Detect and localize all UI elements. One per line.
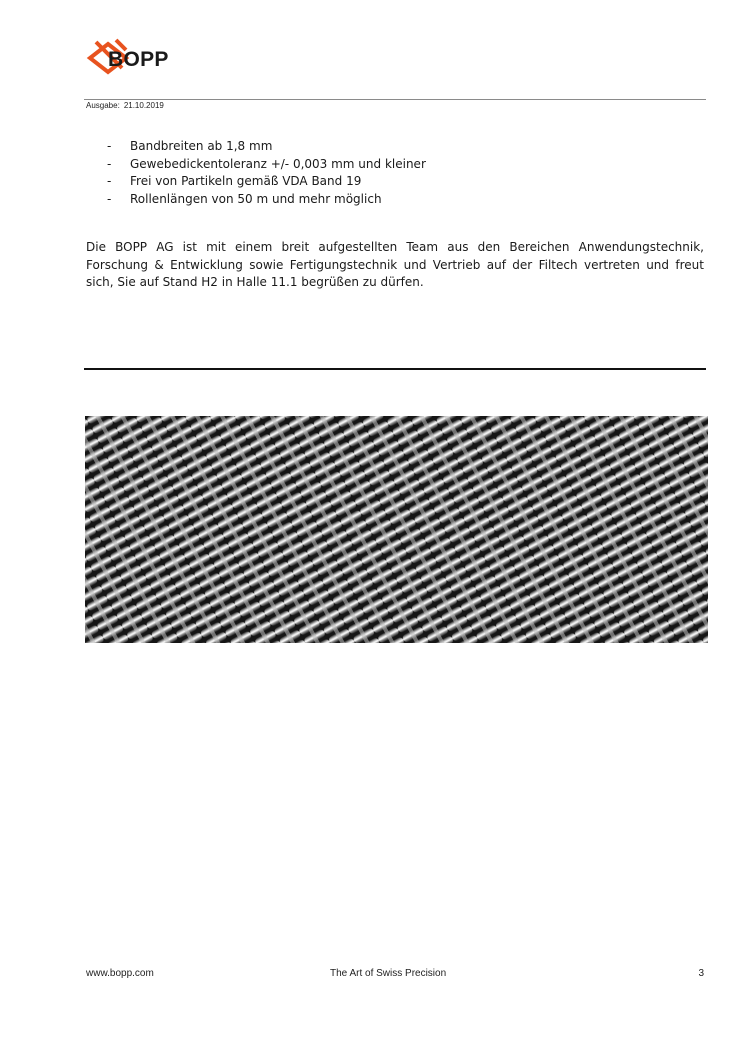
list-item-text: Frei von Partikeln gemäß VDA Band 19 [130, 174, 362, 188]
bullet-marker: - [107, 139, 112, 153]
list-item-text: Bandbreiten ab 1,8 mm [130, 139, 273, 153]
section-divider [84, 368, 706, 370]
bullet-marker: - [107, 156, 112, 171]
page-number: 3 [698, 968, 704, 979]
bullet-marker: - [107, 191, 112, 206]
list-item [107, 138, 426, 156]
edition-date: 21.10.2019 [123, 101, 164, 110]
logo-text: BOPP [108, 48, 169, 71]
header-divider [84, 99, 706, 100]
wire-mesh-image [85, 416, 708, 643]
list-item-text: Rollenlängen von 50 m und mehr möglich [130, 191, 382, 206]
bullet-marker: - [107, 174, 112, 188]
body-paragraph: Die BOPP AG ist mit einem breit aufgestellten Team aus den Bereichen Anwendungstechnik, Forschung & Entwicklung sowie Fertigungstechnik und Vertrieb auf der Filtech vertreten und freut sich, Sie auf Stand H2 in Halle 11.1 begrüßen zu dürfen. [86, 240, 704, 289]
list-item-text: Gewebedickentoleranz +/- 0,003 mm und kleiner [130, 156, 426, 171]
edition-info [86, 101, 168, 110]
feature-list [107, 138, 426, 208]
footer-url[interactable]: www.bopp.com [86, 968, 154, 979]
footer-tagline: The Art of Swiss Precision [330, 968, 447, 979]
edition-label: Ausgabe: [86, 101, 120, 110]
list-item [107, 156, 426, 174]
list-item [107, 191, 426, 209]
list-item [107, 173, 426, 191]
